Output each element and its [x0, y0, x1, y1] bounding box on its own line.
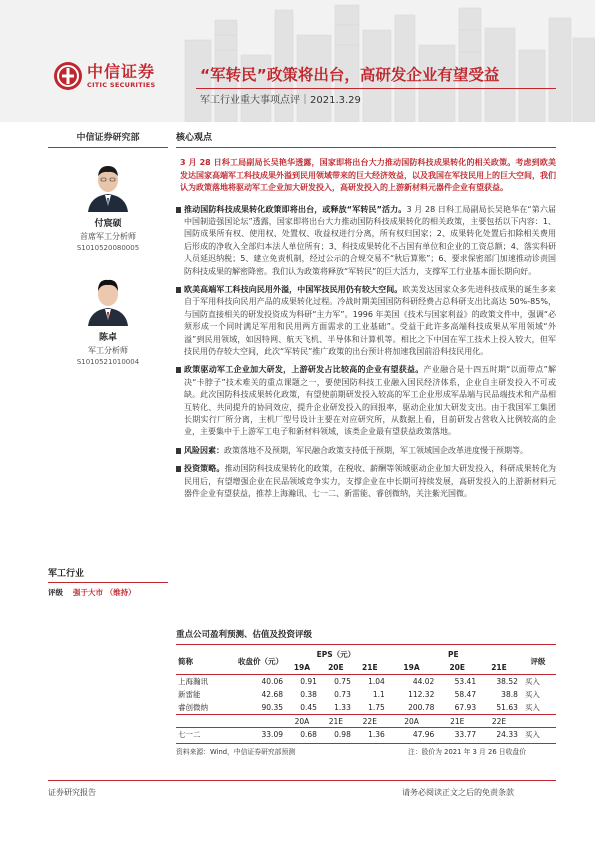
cell-price: 33.09 — [236, 728, 285, 741]
cell-eps: 1.36 — [353, 728, 387, 741]
point-lead: 投资策略。 — [184, 464, 225, 474]
industry-label: 军工行业 — [48, 566, 168, 583]
rating-key: 评级 — [48, 588, 63, 597]
col-pe-header: PE — [448, 650, 459, 660]
summary-paragraph: 3 月 28 日科工局副局长吴艳华透露，国家即将出台大力推动国防科技成果转化的相关政策。考虑到欧美发达国家高端军工科技成果外溢到民用领域带来的巨大经济效益，以及我国在军技民用上的巨大空间，我们认为政策落地将驱动军工企业加大研发投入，高研发投入的上游新材料元器件企业有望获益。 — [180, 158, 556, 192]
report-header — [0, 0, 595, 122]
cell-eps: 1.33 — [334, 703, 351, 713]
analyst-title: 首席军工分析师 — [80, 232, 136, 241]
cell-pe: 24.33 — [478, 728, 520, 741]
cell-price: 90.35 — [261, 703, 283, 713]
year-subheader: 22E — [478, 714, 520, 727]
point-lead: 政策驱动军工企业加大研发，上游研发占比较高的企业有望获益。 — [184, 365, 424, 375]
analyst-photo — [86, 274, 130, 326]
cell-eps: 0.75 — [319, 675, 353, 688]
cell-pe: 51.63 — [496, 703, 518, 713]
report-subtitle: 军工行业重大事项点评｜2021.3.29 — [200, 95, 361, 106]
table-row — [176, 675, 556, 688]
cell-pe: 58.47 — [454, 690, 477, 700]
year-header: 21E — [491, 663, 507, 673]
year-header: 21E — [362, 663, 378, 673]
table-row — [176, 701, 556, 714]
industry-rating-box — [48, 566, 168, 598]
bullet-icon — [176, 448, 181, 454]
analyst-license-id: S1010521010004 — [76, 358, 140, 366]
analyst-license-id: S1010520080005 — [76, 244, 140, 252]
table-row — [176, 688, 556, 701]
point-body: 政策落地不及预期，军民融合政策支持低于预期，军工领域国企改革进度慢于预期等。 — [224, 445, 528, 455]
cell-pe: 112.32 — [408, 690, 435, 700]
point-paragraph — [176, 463, 556, 500]
citic-logo — [54, 62, 155, 90]
year-header: 19A — [293, 663, 311, 673]
point-lead: 风险因素： — [184, 445, 224, 455]
table-header-row — [176, 648, 556, 661]
cell-pe: 200.78 — [408, 703, 435, 713]
col-rating-header: 评级 — [530, 656, 546, 666]
cell-name: 上海瀚讯 — [176, 675, 236, 688]
logo-chinese-text: 中信证券 — [87, 62, 156, 81]
cell-rating: 买入 — [520, 675, 556, 688]
year-subheader: 22E — [353, 714, 387, 727]
research-dept-heading: 中信证券研究部 — [48, 130, 168, 148]
cell-name: 睿创微纳 — [178, 703, 208, 713]
footer-left-text: 证券研究报告 — [48, 788, 96, 797]
table-year-subheader-row — [176, 714, 556, 727]
rating-row — [48, 587, 168, 598]
cell-pe: 38.52 — [478, 675, 520, 688]
analyst-title: 军工分析师 — [88, 346, 128, 355]
table-row — [176, 728, 556, 741]
year-subheader: 21E — [319, 714, 353, 727]
table-title: 重点公司盈利预测、估值及投资评级 — [176, 628, 556, 645]
core-views-heading: 核心观点 — [176, 130, 556, 148]
cell-rating: 买入 — [524, 703, 540, 713]
cell-pe: 47.96 — [387, 728, 437, 741]
cell-eps: 1.75 — [368, 703, 385, 713]
cell-eps: 1.04 — [353, 675, 387, 688]
cell-eps: 0.98 — [319, 728, 353, 741]
cell-pe: 67.93 — [454, 703, 477, 713]
col-price-header: 收盘价（元） — [238, 656, 283, 666]
point-body: 3 月 28 日科工局副局长吴艳华在“第六届中国制造强国论坛”透露，国家即将出台大力推动国防科技成果转化的相关政策，主要包括以下内容：1、国防成果所有权、使用权、处置权、收益权进行分离，所有权归国家；2、成果转化处置后扣除相关费用后形成的净收入全部归本法人单位所有；3、科技成果转化不占国有单位和企业的工资总额；4、落实科研人员延迟纳税；5、建立免责机制，经过公示的合规交易不“秋后算账”；6、要求保密部门加速推动诊责国防科技成果的解密降密。我们认为政策将释放“军转民”的巨大活力，支撑军工行业基本面长期向好。 — [184, 204, 556, 276]
year-header: 20E — [328, 663, 344, 673]
point-paragraph — [176, 204, 556, 278]
cell-eps: 0.73 — [334, 690, 351, 700]
forecast-table — [176, 648, 556, 741]
point-body: 欧美发达国家众多先进科技成果的诞生多来自于军用科技向民用产品的成果转化过程。冷战时期美国国防科研经费占总科研支出比高达 50%-85%，与国防直接相关的研发投资成为科研“主力军”。1996 年美国《技术与国家利益》的政策文件中，强调“必须形成一个同时满足军用和民用两方面需求的工业基础”。受益于此许多高端科技成果从军用领域“外溢”到民用领域，如因特网、航天飞机、半导体和计算机等。相比之下中国在军工技术上投入较大，但军技民用仍存较大空间，此次“军转民”推广政策的出台预计将加速我国前沿科技民用化。 — [184, 284, 557, 356]
cell-eps: 0.68 — [285, 728, 319, 741]
rating-value: 强于大市 （维持） — [73, 588, 136, 597]
cell-name: 新雷能 — [178, 690, 201, 700]
point-paragraph — [176, 445, 556, 457]
year-subheader: 21E — [436, 714, 478, 727]
citic-logo-icon — [54, 62, 82, 90]
point-lead: 推动国防科技成果转化政策即将出台，或释放“军转民”活力。 — [184, 204, 407, 214]
forecast-table-section — [176, 628, 556, 756]
cell-eps: 0.38 — [300, 690, 317, 700]
year-header: 19A — [403, 663, 420, 673]
table-source: 资料来源：Wind，中信证券研究部预测 — [176, 748, 296, 757]
table-footnote — [176, 743, 556, 756]
point-paragraph — [176, 284, 556, 358]
footer-divider — [48, 780, 556, 781]
year-header: 20E — [449, 663, 465, 673]
year-subheader: 20A — [285, 714, 319, 727]
cell-rating: 买入 — [524, 690, 540, 700]
bullet-icon — [176, 367, 181, 373]
footer-disclaimer-text: 请务必阅读正文之后的免责条款 — [402, 788, 514, 797]
cell-price: 42.68 — [261, 690, 283, 700]
cell-rating: 买入 — [520, 728, 556, 741]
cell-pe: 44.02 — [387, 675, 437, 688]
logo-english-text: CITIC SECURITIES — [87, 81, 156, 89]
report-title: “军转民”政策将出台，高研发企业有望受益 — [200, 66, 500, 84]
table-note: 注：股价为 2021 年 3 月 26 日收盘价 — [408, 748, 526, 757]
cell-eps: 0.45 — [300, 703, 317, 713]
col-name-header: 简称 — [178, 656, 193, 666]
analyst-name: 付宸硕 — [94, 219, 122, 229]
cell-eps: 0.91 — [285, 675, 319, 688]
cell-pe: 33.77 — [436, 728, 478, 741]
point-lead: 欧美高端军工科技向民用外溢，中国军技民用仍有较大空间。 — [184, 284, 403, 294]
point-body: 产业融合是十四五时期“以面带点”解决“卡脖子”技术难关的重点课题之一，要使国防科技工业融入国民经济体系，企业自主研发投入不可或缺。此次国防科技成果转化政策，有望使前期研发投入较高的军工企业形成军品端与民品端技术和产品相互转化、共同提升的协同效应，提升企业研发投入的回报率，驱动企业加大研发支出。由于我国军工集团长期实行厂所分离，主机厂型号设计主要在对应研究所，从数据上看，目前研发占营收入比例较高的企业，主要集中于上游军工电子和新材料领域，该类企业最有望获益政策落地。 — [184, 365, 556, 437]
cell-eps: 1.1 — [372, 690, 385, 700]
analyst-card — [48, 160, 168, 252]
analyst-sidebar — [48, 130, 168, 366]
cell-pe: 38.8 — [501, 690, 518, 700]
cell-name: 七一二 — [176, 728, 236, 741]
analyst-name: 陈卓 — [98, 333, 117, 343]
bullet-icon — [176, 207, 181, 213]
cell-pe: 53.41 — [436, 675, 478, 688]
cell-price: 40.06 — [236, 675, 285, 688]
analyst-photo — [86, 160, 130, 212]
point-body: 推动国防科技成果转化的政策，在税收、薪酬等领域驱动企业加大研发投入，科研成果转化为民用后，有望增强企业在民品领域竞争实力，支撑企业在中长期可持续发展，高研发投入的上游新材料元器件企业有望获益，推荐上海瀚讯、七一二、新雷能、睿创微纳，关注紫光国微。 — [184, 464, 557, 499]
point-paragraph — [176, 364, 556, 438]
title-divider — [196, 88, 556, 89]
bullet-icon — [176, 466, 181, 472]
year-subheader: 20A — [387, 714, 437, 727]
core-views — [176, 130, 556, 500]
bullet-icon — [176, 287, 181, 293]
col-eps-header: EPS（元） — [316, 650, 356, 660]
analyst-card — [48, 274, 168, 366]
